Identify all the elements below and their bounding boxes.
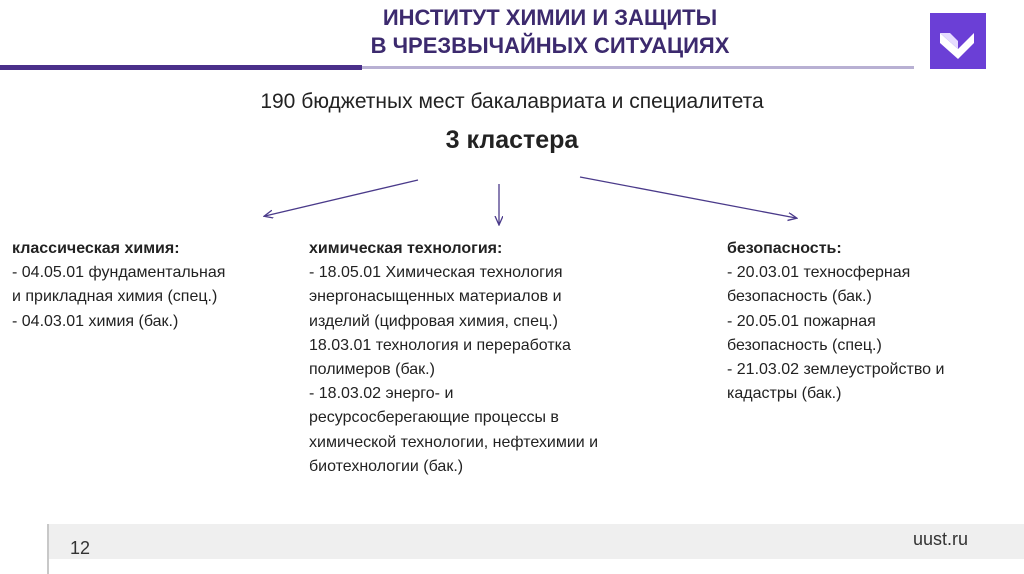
cluster-classical-chemistry <box>12 237 225 334</box>
program-line: энергонасыщенных материалов и <box>309 288 562 306</box>
arrow-left <box>265 180 418 216</box>
program-line: безопасность (бак.) <box>727 288 872 306</box>
footer-bar <box>47 524 1024 559</box>
program-line: кадастры (бак.) <box>727 385 842 403</box>
program-line: безопасность (спец.) <box>727 336 882 354</box>
program-line: 18.03.01 технология и переработка <box>309 336 571 354</box>
program-line: - 21.03.02 землеустройство и <box>727 361 945 379</box>
page-number: 12 <box>70 538 91 558</box>
program-line: - 04.03.01 химия (бак.) <box>12 312 179 330</box>
program-line: полимеров (бак.) <box>309 361 435 379</box>
program-line: и прикладная химия (спец.) <box>12 288 218 306</box>
title-line-2: В ЧРЕЗВЫЧАЙНЫХ СИТУАЦИЯХ <box>370 33 730 58</box>
clusters-title: 3 кластера <box>445 126 579 154</box>
cluster-chemical-technology <box>309 237 598 479</box>
program-line: биотехнологии (бак.) <box>309 457 464 475</box>
title-line-1: ИНСТИТУТ ХИМИИ И ЗАЩИТЫ <box>382 5 718 30</box>
program-line: - 20.03.01 техносферная <box>727 264 911 282</box>
footer-divider <box>47 524 49 574</box>
cluster-safety <box>727 237 944 406</box>
program-line: - 18.03.02 энерго- и <box>309 385 454 403</box>
program-line: - 18.05.01 Химическая технология <box>309 264 563 282</box>
program-line: химической технологии, нефтехимии и <box>309 433 599 451</box>
program-line: ресурсосберегающие процессы в <box>309 409 559 427</box>
subtitle: 190 бюджетных мест бакалавриата и специалитета <box>260 90 764 113</box>
program-line: - 04.05.01 фундаментальная <box>12 264 226 282</box>
program-line: - 20.05.01 пожарная <box>727 312 876 330</box>
cluster-heading: классическая химия: <box>12 240 180 257</box>
program-line: изделий (цифровая химия, спец.) <box>309 312 558 330</box>
site-link[interactable]: uust.ru <box>913 529 969 549</box>
cluster-heading: безопасность: <box>727 240 842 257</box>
cluster-heading: химическая технология: <box>309 240 503 257</box>
arrow-right <box>580 177 796 218</box>
